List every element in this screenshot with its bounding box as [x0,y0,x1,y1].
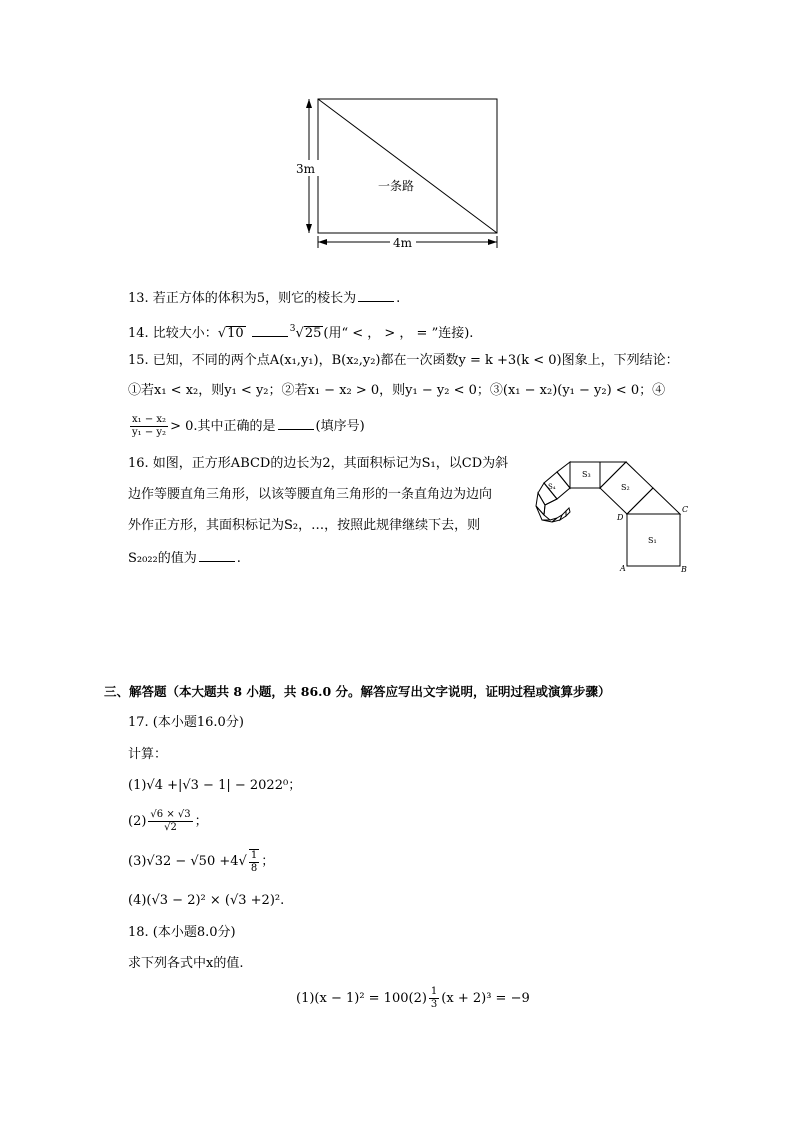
q14-cube-index: 3 [289,324,296,334]
q13-text: 13. 若正方体的体积为5，则它的棱长为 [128,291,357,306]
q14-left-radicand: 10 [227,326,244,341]
section-3-title: 三、解答题（本大题共 8 小题，共 86.0 分。解答应写出文字说明，证明过程或演算步骤） [104,684,611,699]
square-spiral-figure [530,452,700,574]
q15-fraction [130,414,168,439]
question-16-line-2: 边作等腰直角三角形，以该等腰直角三角形的一条直角边为边向 [128,487,493,502]
q17-p2-fraction [148,809,192,834]
q17-p3-den: 8 [250,862,258,874]
q14-right-radicand: 25 [304,326,322,341]
label-s1: S₁ [648,536,657,545]
q18-eq-den: 3 [430,999,438,1010]
label-s4: S₄ [548,483,556,491]
width-label: 4m [393,236,413,250]
arrowhead-up-icon [306,99,312,108]
triangle-1 [627,488,680,514]
q15-end: (填序号) [315,419,365,434]
arrowhead-down-icon [306,224,312,233]
q13-blank [358,289,394,302]
label-c: C [682,505,689,514]
q18-eq-num: 1 [430,986,438,997]
label-a: A [620,564,626,573]
q17-p2-end: ； [194,814,208,829]
q18-eq-left: (1)(x − 1)² = 100(2) [296,991,427,1006]
question-15-line-2: ①若x₁ < x₂，则y₁ < y₂；②若x₁ − x₂ > 0，则y₁ − y₂ < 0；③(x₁ − x₂)(y₁ − y₂) < 0；④ [128,383,666,398]
question-18-header: 18. (本小题8.0分) [128,925,236,940]
q17-p2-den: √2 [164,822,177,833]
road-label: 一条路 [378,179,415,193]
question-17-part-1: (1)√4 +|√3 − 1| − 2022⁰； [128,778,302,793]
question-17-header: 17. (本小题16.0分) [128,715,244,730]
question-14: 14. 比较大小：√10 $^3$√25 (用“ < ， > ， = ”连接). [128,324,474,341]
label-d: D [617,513,624,522]
q13-end: . [396,291,401,306]
question-15-line-1: 15. 已知，不同的两个点A(x₁,y₁)，B(x₂,y₂)都在一次函数y = k +3(k < 0)图象上，下列结论： [128,353,679,368]
q15-frac-num: x₁ − x₂ [130,414,168,427]
arrowhead-left-icon [318,239,327,245]
road-diagonal [318,99,497,233]
square-s7 [536,506,550,520]
q16-prefix: S₂₀₂₂的值为 [128,551,197,566]
label-s3: S₃ [582,470,591,479]
q17-p3-end: ； [261,854,275,869]
arrowhead-right-icon [488,239,497,245]
q17-p2-num: √6 × √3 [150,809,191,820]
height-label: 3m [296,162,316,176]
question-17-part-4: (4)(√3 − 2)² × (√3 +2)². [128,893,285,908]
question-18-intro: 求下列各式中x的值. [128,956,244,971]
q18-eq-fraction [429,986,439,1011]
label-b: B [681,565,687,574]
q17-p3-prefix: (3)√32 − √50 +4 [128,854,239,869]
q15-frac-den: y₁ − y₂ [132,427,167,438]
q14-suffix: (用“ < ， > ， = ”连接). [323,326,474,341]
label-s2: S₂ [621,483,630,492]
question-15-line-3 [128,412,365,442]
q18-eq-right: (x + 2)³ = −9 [441,991,530,1006]
q16-end: . [236,551,241,566]
question-17-part-3: (3)√32 − √50 +4√ $\frac{1}{8}$ ； [128,849,275,874]
question-16-line-4 [128,549,241,568]
q14-blank [252,324,288,337]
q16-blank [199,549,235,562]
q14-prefix: 14. 比较大小： [128,326,218,341]
question-16-line-1: 16. 如图，正方形ABCD的边长为2，其面积标记为S₁，以CD为斜 [128,456,509,471]
q15-blank [278,417,314,430]
q17-p2-label: (2) [128,814,147,829]
question-16-line-3: 外作正方形，其面积标记为S₂，…，按照此规律继续下去，则 [128,518,481,533]
q17-p3-fraction [249,849,259,875]
question-18-equation [296,984,530,1014]
question-13 [128,289,400,308]
question-17-part-2 [128,808,208,836]
q15-suffix: > 0.其中正确的是 [170,419,276,434]
rectangle-road-figure [290,90,510,255]
square-s11 [566,508,570,516]
question-17-intro: 计算： [128,747,168,762]
q17-p3-num: 1 [250,849,258,861]
